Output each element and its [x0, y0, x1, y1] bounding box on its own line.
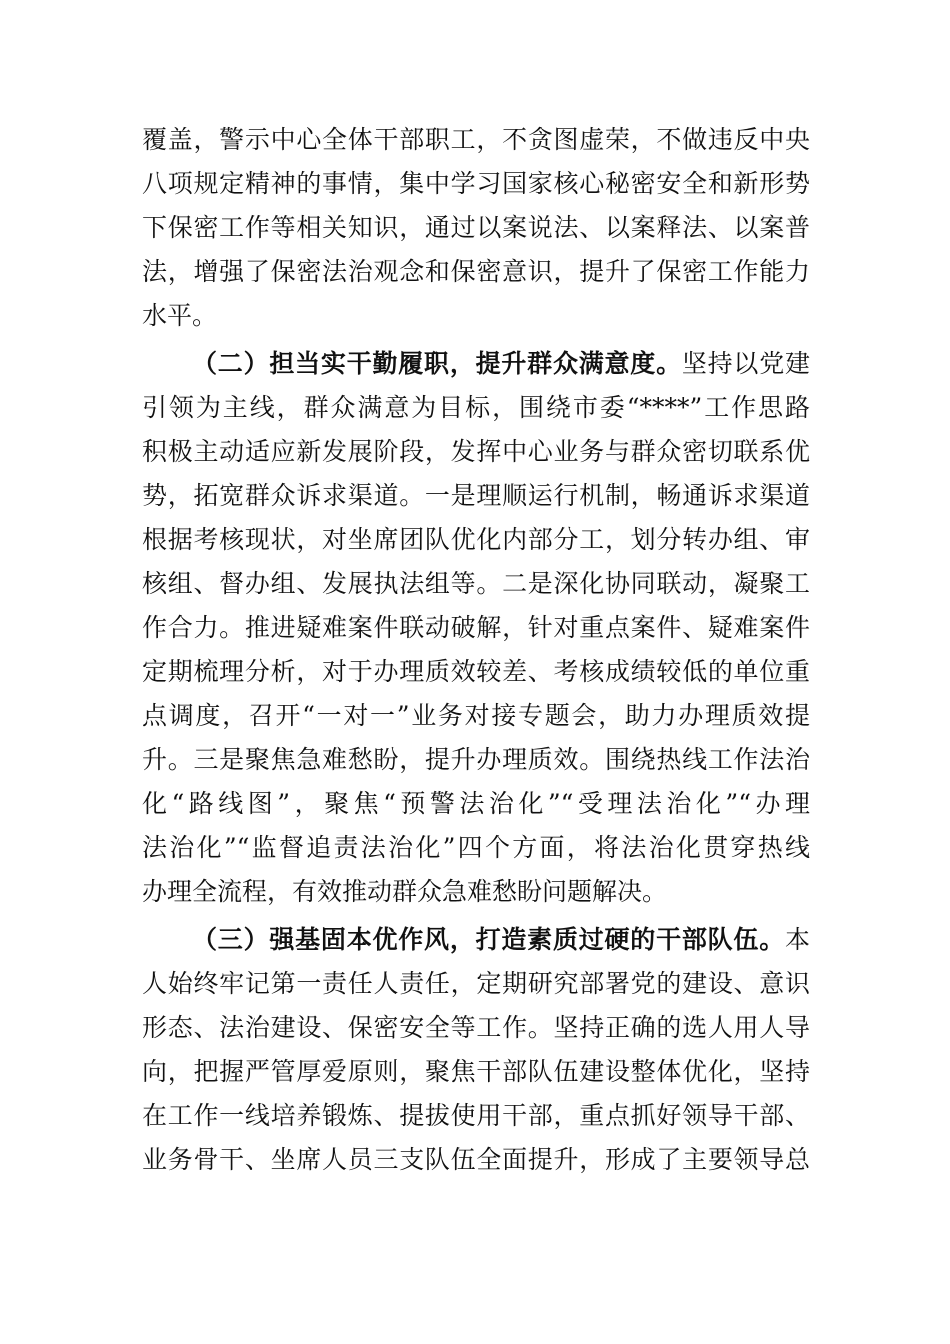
paragraph-3-heading: （三）强基固本优作风，打造素质过硬的干部队伍。 — [192, 925, 785, 954]
paragraph-2-line-8: 定期梳理分析，对于办理质效较差、考核成绩较低的单位重 — [142, 657, 810, 686]
paragraph-2-first-line — [192, 342, 810, 386]
paragraph-2-line-2: 引领为主线，群众满意为目标，围绕市委“****”工作思路 — [142, 393, 810, 422]
paragraph-3-line-5: 在工作一线培养锻炼、提拔使用干部，重点抓好领导干部、 — [142, 1101, 810, 1130]
paragraph-2-line-5: 根据考核现状，对坐席团队优化内部分工，划分转办组、审 — [142, 525, 810, 554]
paragraph-1-line-2: 八项规定精神的事情，集中学习国家核心秘密安全和新形势 — [142, 169, 810, 198]
paragraph-3-first-line — [192, 918, 810, 962]
paragraph-2-line-4: 势，拓宽群众诉求渠道。一是理顺运行机制，畅通诉求渠道 — [142, 481, 810, 510]
paragraph-2-line-7: 作合力。推进疑难案件联动破解，针对重点案件、疑难案件 — [142, 613, 810, 642]
paragraph-1-line-4: 法，增强了保密法治观念和保密意识，提升了保密工作能力 — [142, 257, 810, 286]
paragraph-2-line-3: 积极主动适应新发展阶段，发挥中心业务与群众密切联系优 — [142, 437, 810, 466]
paragraph-1-line-3: 下保密工作等相关知识，通过以案说法、以案释法、以案普 — [142, 213, 810, 242]
paragraph-2-heading: （二）担当实干勤履职，提升群众满意度。 — [192, 349, 682, 378]
paragraph-2-line-13: 办理全流程，有效推动群众急难愁盼问题解决。 — [142, 877, 668, 906]
paragraph-2-line-6: 核组、督办组、发展执法组等。二是深化协同联动，凝聚工 — [142, 569, 810, 598]
paragraph-2-first-line-rest: 坚持以党建 — [681, 349, 810, 378]
paragraph-1-line-5: 水平。 — [142, 301, 218, 330]
paragraph-2-line-11: 化“路线图”，聚焦“预警法治化”“受理法治化”“办理 — [142, 789, 810, 818]
paragraph-3-line-2: 人始终牢记第一责任人责任，定期研究部署党的建设、意识 — [142, 969, 810, 998]
paragraph-2-line-9: 点调度，召开“一对一”业务对接专题会，助力办理质效提 — [142, 701, 810, 730]
paragraph-3-line-3: 形态、法治建设、保密安全等工作。坚持正确的选人用人导 — [142, 1013, 810, 1042]
paragraph-1-line-1: 覆盖，警示中心全体干部职工，不贪图虚荣，不做违反中央 — [142, 125, 810, 154]
paragraph-2-line-10: 升。三是聚焦急难愁盼，提升办理质效。围绕热线工作法治 — [142, 745, 810, 774]
paragraph-3-first-line-rest: 本 — [784, 925, 810, 954]
paragraph-3-line-6: 业务骨干、坐席人员三支队伍全面提升，形成了主要领导总 — [142, 1145, 810, 1174]
paragraph-2-line-12: 法治化”“监督追责法治化”四个方面，将法治化贯穿热线 — [142, 833, 810, 862]
paragraph-3-line-4: 向，把握严管厚爱原则，聚焦干部队伍建设整体优化，坚持 — [142, 1057, 810, 1086]
